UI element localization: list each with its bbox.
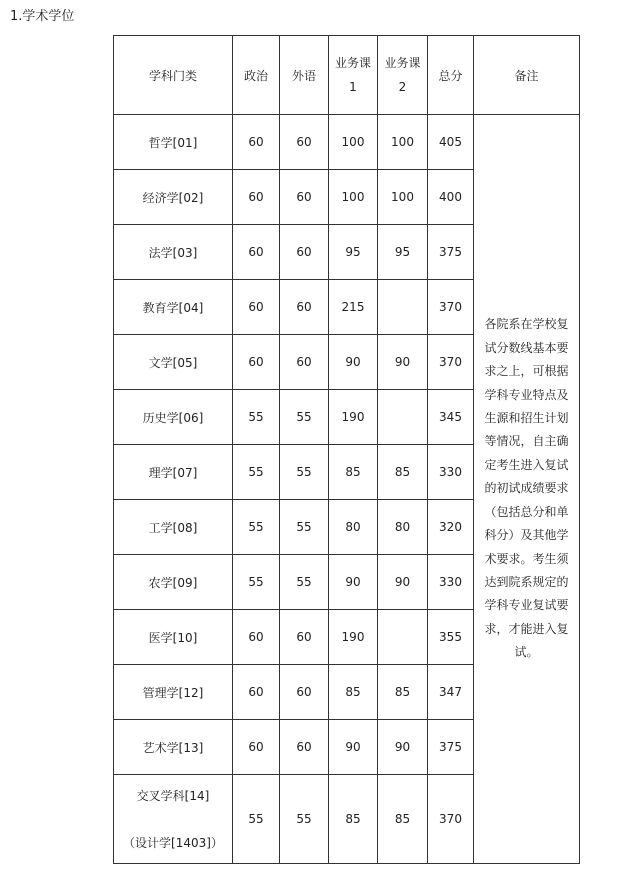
cell-total: 400 [428, 170, 474, 225]
cell-course1: 85 [329, 775, 378, 864]
header-course2-line1: 业务课 [384, 56, 421, 70]
cell-discipline: 法学[03] [114, 225, 233, 280]
cell-discipline-main: 交叉学科[14] [136, 789, 210, 803]
cell-foreign-language: 60 [280, 115, 329, 170]
cell-course1: 90 [329, 555, 378, 610]
cell-course1: 190 [329, 610, 378, 665]
cell-course2: 90 [378, 555, 428, 610]
cell-course2: 85 [378, 665, 428, 720]
cell-foreign-language: 60 [280, 610, 329, 665]
cell-course1: 95 [329, 225, 378, 280]
cell-discipline: 工学[08] [114, 500, 233, 555]
cell-discipline: 哲学[01] [114, 115, 233, 170]
header-course2 [378, 36, 428, 115]
cell-total: 345 [428, 390, 474, 445]
cell-total: 320 [428, 500, 474, 555]
remarks-line: 试分数线基本要 [484, 340, 569, 355]
cell-total: 370 [428, 280, 474, 335]
header-course1-line1: 业务课 [334, 56, 371, 70]
remarks-line: 科分）及其他学 [484, 528, 569, 543]
cell-discipline: 农学[09] [114, 555, 233, 610]
cell-politics: 55 [233, 445, 280, 500]
cell-politics: 60 [233, 335, 280, 390]
cell-foreign-language: 60 [280, 720, 329, 775]
cell-discipline-sub: （设计学[1403]） [123, 836, 223, 850]
cell-course2: 85 [378, 445, 428, 500]
cell-course2: 80 [378, 500, 428, 555]
cell-course2: 100 [378, 115, 428, 170]
cell-politics: 55 [233, 500, 280, 555]
remarks-line: 试。 [514, 645, 539, 660]
cell-discipline: 文学[05] [114, 335, 233, 390]
remarks-cell [474, 115, 580, 864]
cell-politics: 55 [233, 390, 280, 445]
cell-course2: 100 [378, 170, 428, 225]
remarks-line: 的初试成绩要求 [484, 481, 569, 496]
remarks-line: 达到院系规定的 [484, 574, 569, 589]
header-course1 [329, 36, 378, 115]
cell-total: 330 [428, 445, 474, 500]
cell-course1: 100 [329, 170, 378, 225]
remarks-line: 求之上，可根据 [484, 364, 569, 379]
cell-politics: 55 [233, 555, 280, 610]
header-remarks: 备注 [474, 36, 580, 115]
cell-total: 405 [428, 115, 474, 170]
section-heading: 1.学术学位 [10, 9, 75, 24]
cell-foreign-language: 55 [280, 555, 329, 610]
cell-course1: 85 [329, 445, 378, 500]
remarks-line: 术要求。考生须 [484, 551, 569, 566]
cell-politics: 60 [233, 115, 280, 170]
cell-foreign-language: 60 [280, 225, 329, 280]
remarks-line: 生源和招生计划 [484, 411, 569, 426]
cell-discipline: 教育学[04] [114, 280, 233, 335]
cell-course1: 215 [329, 280, 378, 335]
header-politics: 政治 [233, 36, 280, 115]
cell-course1: 100 [329, 115, 378, 170]
cell-foreign-language: 60 [280, 665, 329, 720]
cell-politics: 60 [233, 665, 280, 720]
cell-total: 355 [428, 610, 474, 665]
header-course1-line2: 1 [349, 80, 357, 94]
cell-discipline: 艺术学[13] [114, 720, 233, 775]
header-row [114, 36, 580, 115]
cell-foreign-language: 55 [280, 500, 329, 555]
cell-foreign-language: 55 [280, 390, 329, 445]
cell-course2: 95 [378, 225, 428, 280]
cell-politics: 60 [233, 280, 280, 335]
cell-total: 370 [428, 775, 474, 864]
cell-total: 347 [428, 665, 474, 720]
cell-course1: 85 [329, 665, 378, 720]
cell-discipline [114, 775, 233, 864]
cell-course1: 90 [329, 335, 378, 390]
cell-foreign-language: 60 [280, 335, 329, 390]
remarks-line: 学科专业特点及 [484, 387, 569, 402]
cell-discipline: 经济学[02] [114, 170, 233, 225]
cell-politics: 55 [233, 775, 280, 864]
cell-course2: 85 [378, 775, 428, 864]
remarks-line: 等情况，自主确 [484, 434, 569, 449]
cell-politics: 60 [233, 225, 280, 280]
score-table [113, 35, 580, 864]
cell-course1: 190 [329, 390, 378, 445]
remarks-line: （包括总分和单 [484, 504, 569, 519]
cell-course2: 90 [378, 335, 428, 390]
remarks-line: 学科专业复试要 [484, 598, 569, 613]
remarks-line: 求，才能进入复 [484, 621, 569, 636]
cell-politics: 60 [233, 720, 280, 775]
cell-course2 [378, 280, 428, 335]
cell-course2 [378, 610, 428, 665]
cell-discipline: 理学[07] [114, 445, 233, 500]
cell-discipline: 医学[10] [114, 610, 233, 665]
cell-total: 375 [428, 225, 474, 280]
cell-discipline: 管理学[12] [114, 665, 233, 720]
header-course2-line2: 2 [398, 80, 407, 94]
cell-course2: 90 [378, 720, 428, 775]
header-total: 总分 [428, 36, 474, 115]
cell-discipline: 历史学[06] [114, 390, 233, 445]
header-discipline: 学科门类 [114, 36, 233, 115]
cell-politics: 60 [233, 170, 280, 225]
cell-total: 375 [428, 720, 474, 775]
header-foreign-language: 外语 [280, 36, 329, 115]
cell-foreign-language: 60 [280, 280, 329, 335]
cell-course1: 80 [329, 500, 378, 555]
cell-course1: 90 [329, 720, 378, 775]
cell-foreign-language: 55 [280, 775, 329, 864]
cell-course2 [378, 390, 428, 445]
cell-total: 330 [428, 555, 474, 610]
remarks-line: 定考生进入复试 [484, 457, 569, 472]
cell-foreign-language: 55 [280, 445, 329, 500]
table-row [114, 115, 580, 170]
remarks-line: 各院系在学校复 [484, 317, 569, 332]
cell-total: 370 [428, 335, 474, 390]
cell-politics: 60 [233, 610, 280, 665]
cell-foreign-language: 60 [280, 170, 329, 225]
